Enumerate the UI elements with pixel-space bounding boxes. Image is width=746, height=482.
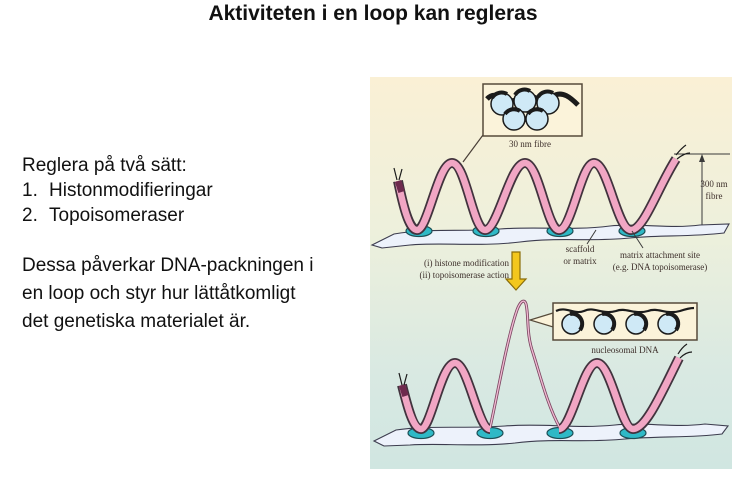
paragraph-line: Dessa påverkar DNA-packningen i <box>22 255 314 276</box>
chromatin-loop-figure <box>370 77 732 469</box>
label-attachment-line2: (e.g. DNA topoisomerase) <box>612 262 708 272</box>
list-number: 2. <box>22 205 38 226</box>
label-nucleosomal-dna: nucleosomal DNA <box>591 345 659 355</box>
label-30nm-fibre: 30 nm fibre <box>509 139 551 149</box>
paragraph-line: en loop och styr hur lättåtkomligt <box>22 283 296 304</box>
slide-body-text <box>22 153 362 228</box>
label-300nm-fibre-line2: fibre <box>705 191 723 201</box>
label-action-line2: (ii) topoisomerase action <box>419 270 509 280</box>
label-action-line1: (i) histone modification <box>424 258 509 268</box>
fibre-dark-tip <box>402 385 406 396</box>
list-number: 1. <box>22 180 38 201</box>
list-item-2 <box>22 203 362 228</box>
list-text: Histonmodifieringar <box>49 180 213 201</box>
chromatin-loop-diagram <box>370 77 732 469</box>
label-attachment-line1: matrix attachment site <box>620 250 700 260</box>
list-item-1 <box>22 178 362 203</box>
label-scaffold-line1: scaffold <box>565 244 595 254</box>
fibre-dark-tip <box>398 181 402 192</box>
label-300nm-fibre-line1: 300 nm <box>700 179 728 189</box>
intro-line: Reglera på två sätt: <box>22 155 187 176</box>
label-scaffold-line2: or matrix <box>563 256 597 266</box>
list-text: Topoisomeraser <box>49 205 185 226</box>
slide-title: Aktiviteten i en loop kan regleras <box>208 2 538 25</box>
slide-paragraph <box>22 252 367 336</box>
paragraph-line: det genetiska materialet är. <box>22 311 251 332</box>
